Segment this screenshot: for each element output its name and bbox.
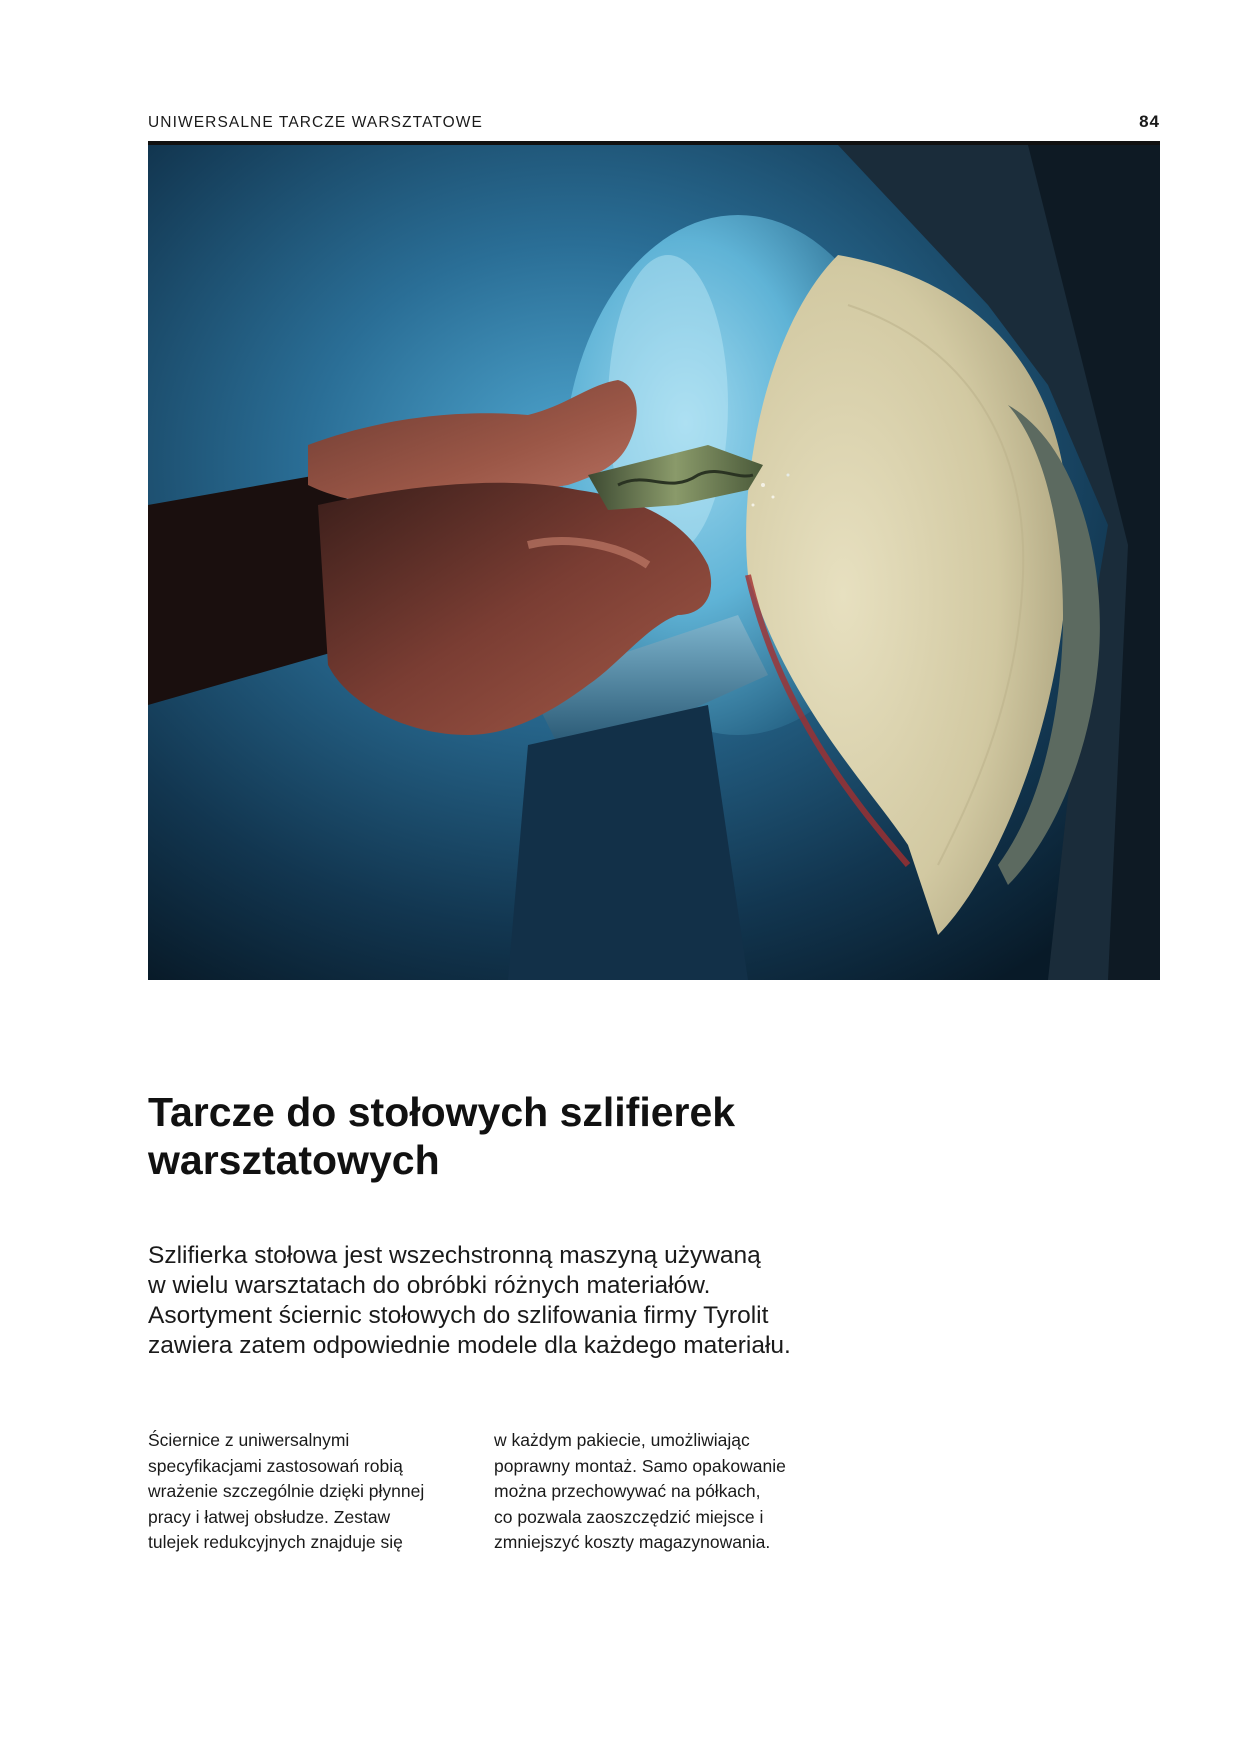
body-line: poprawny montaż. Samo opakowanie (494, 1455, 786, 1476)
running-header (148, 112, 1160, 136)
hand-grinding-drill-on-bench-grinder-photo (148, 145, 1160, 980)
article-headline (148, 1088, 908, 1184)
body-column-right (494, 1428, 814, 1556)
body-line: w każdym pakiecie, umożliwiając (494, 1430, 750, 1450)
lead-line: Asortyment ściernic stołowych do szlifowania firmy Tyrolit (148, 1302, 769, 1329)
body-line: Ściernice z uniwersalnymi (148, 1430, 350, 1450)
rest-base (508, 705, 748, 980)
body-line: pracy i łatwej obsłudze. Zestaw (148, 1506, 391, 1527)
lead-paragraph (148, 1241, 848, 1361)
lead-line: w wielu warsztatach do obróbki różnych materiałów. (148, 1272, 711, 1299)
section-title: UNIWERSALNE TARCZE WARSZTATOWE (148, 114, 483, 131)
body-column-left (148, 1428, 468, 1556)
body-line: specyfikacjami zastosowań robią (148, 1455, 403, 1476)
headline-line: warsztatowych (148, 1137, 440, 1183)
headline-line: Tarcze do stołowych szlifierek (148, 1089, 736, 1135)
body-line: tulejek redukcyjnych znajduje się (148, 1532, 403, 1552)
body-line: wrażenie szczególnie dzięki płynnej (148, 1481, 425, 1501)
body-line: co pozwala zaoszczędzić miejsce i (494, 1506, 764, 1527)
lead-line: Szlifierka stołowa jest wszechstronną maszyną używaną (148, 1242, 761, 1269)
body-line: zmniejszyć koszty magazynowania. (494, 1532, 771, 1552)
lead-line: zawiera zatem odpowiednie modele dla każdego materiału. (148, 1332, 791, 1359)
page-number: 84 (1139, 112, 1160, 131)
body-line: można przechowywać na półkach, (494, 1481, 761, 1501)
